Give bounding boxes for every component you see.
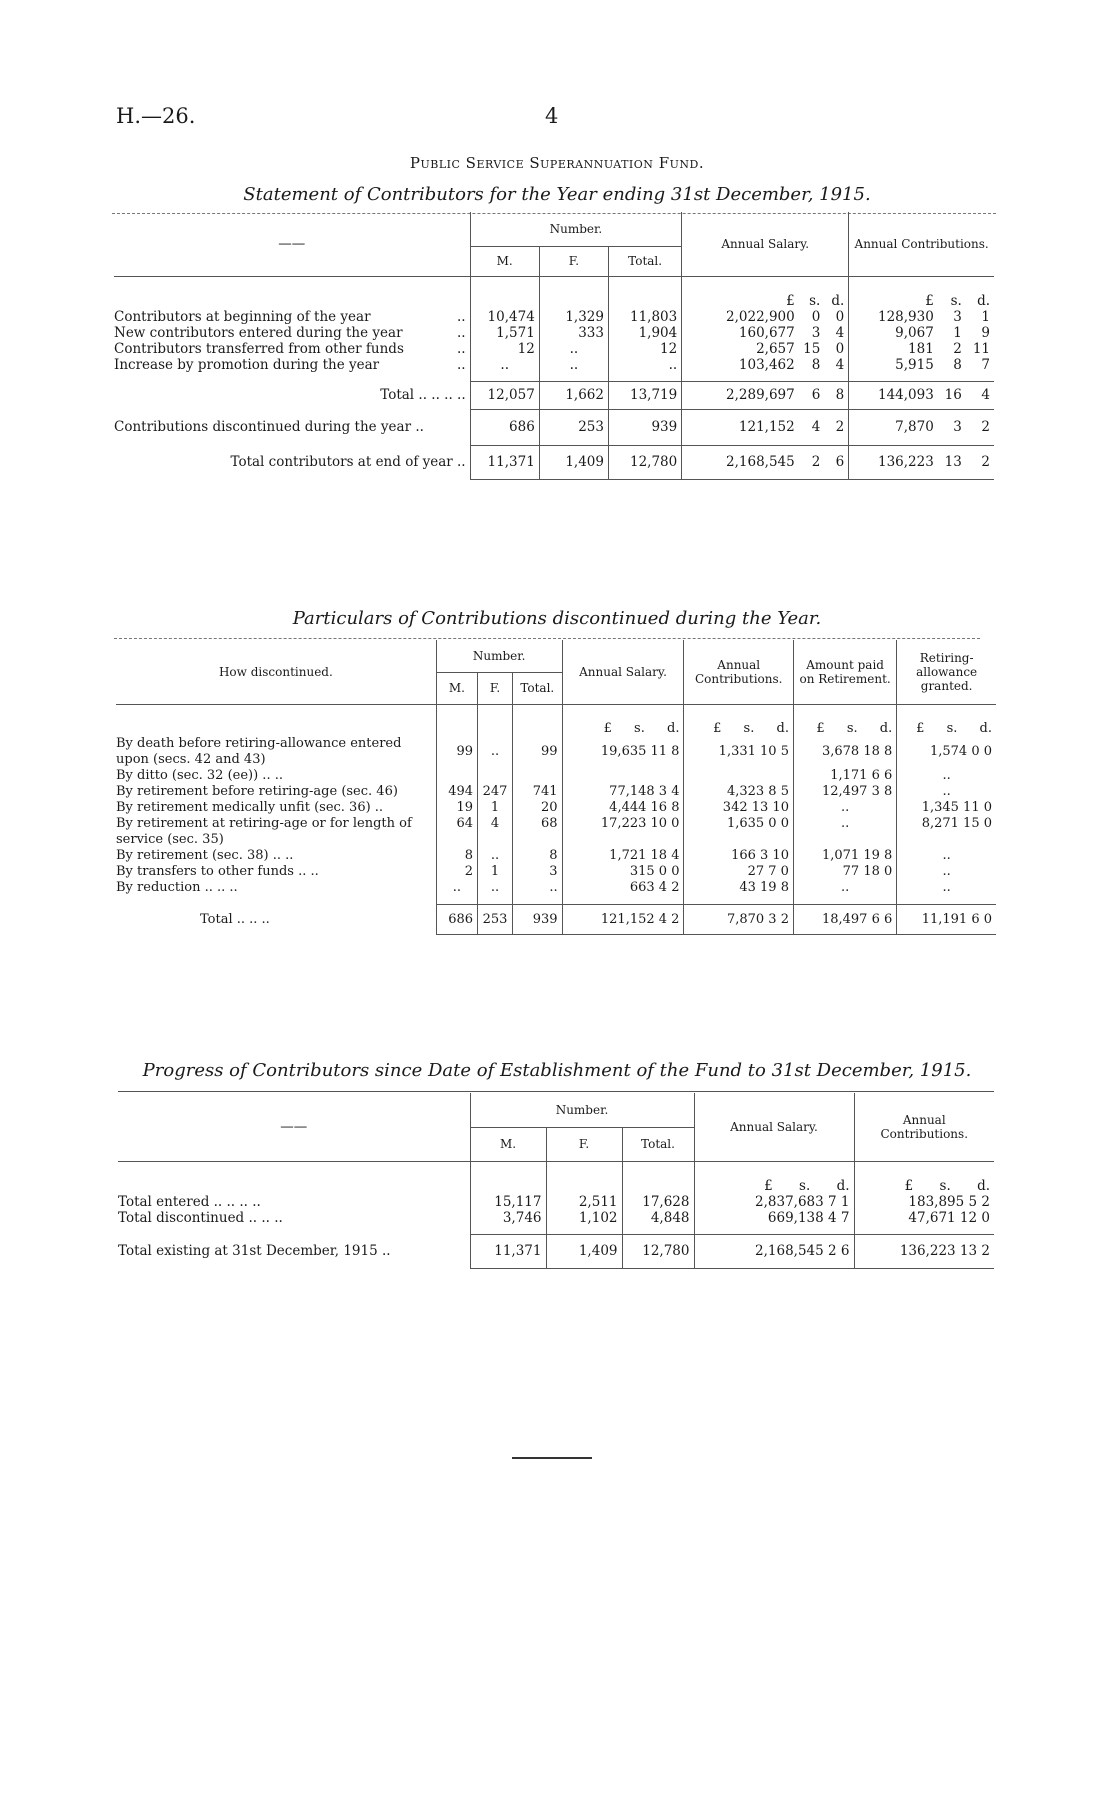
row-label: By ditto (sec. 32 (ee)) .. ..	[116, 767, 283, 783]
document-reference: H.—26.	[116, 104, 196, 128]
row-label: By retirement medically unfit (sec. 36) ..	[116, 799, 384, 815]
discontinued-row: Contributions discontinued during the year .. 686 253 939 121,152 4 2 7,870 3 2	[114, 409, 994, 445]
row-label: By retirement (sec. 38) .. ..	[116, 847, 294, 863]
row-label: Total entered .. .. .. ..	[118, 1193, 261, 1210]
table-row: By death before retiring-allowance entered upon (secs. 42 and 43) 99 .. 99 19,635 11 8 1,331 10 5 3,678 18 8 1,574 0 0	[116, 736, 996, 768]
end-label: Total existing at 31st December, 1915 ..	[118, 1243, 391, 1259]
fund-title: Public Service Superannuation Fund.	[409, 154, 705, 172]
end-of-year-row: Total contributors at end of year .. 11,371 1,409 12,780 2,168,545 2 6 136,223 13 2	[114, 445, 994, 479]
row-label: Total discontinued .. .. ..	[118, 1209, 283, 1226]
table-row: By reduction .. .. .. .. .. .. 663 4 2 43 19 8 .. ..	[116, 880, 996, 896]
total-header: Total.	[513, 672, 563, 704]
end-row: Total existing at 31st December, 1915 .. 11,371 1,409 12,780 2,168,545 2 6 136,223 13 2	[118, 1234, 994, 1268]
row-label: Contributors at beginning of the year	[114, 308, 371, 325]
pence-unit: d.	[966, 276, 994, 309]
shilling-unit: s.	[799, 276, 825, 309]
annual-contributions-header: Annual Contributions.	[854, 1093, 994, 1161]
m-header: M.	[436, 672, 477, 704]
f-header: F.	[546, 1127, 622, 1161]
end-of-year-label: Total contributors at end of year ..	[230, 454, 466, 470]
annual-contributions-header: Annual Contributions.	[684, 640, 794, 704]
blank-header-dash: ——	[278, 235, 306, 252]
retiring-allowance-header: Retiring-allowance granted.	[897, 640, 996, 704]
number-header: Number.	[470, 212, 682, 246]
row-label: By retirement at retiring-age or for length of service (sec. 35)	[116, 815, 412, 847]
pound-unit: £	[849, 276, 938, 309]
page-number: 4	[545, 104, 559, 128]
progress-subtitle: Progress of Contributors since Date of Establishment of the Fund to 31st December, 1915.	[142, 1060, 972, 1081]
table-row: By transfers to other funds .. .. 2 1 3 315 0 0 27 7 0 77 18 0 ..	[116, 864, 996, 880]
how-discontinued-header: How discontinued.	[218, 664, 333, 679]
annual-salary-header: Annual Salary.	[562, 640, 684, 704]
table-row: By ditto (sec. 32 (ee)) .. .. 1,171 6 6 ..	[116, 768, 996, 784]
blank-header-dash: ——	[280, 1118, 308, 1135]
table-row: Increase by promotion during the year .. .. .. .. 103,462 8 4 5,915 8 7	[114, 356, 990, 373]
number-header: Number.	[470, 1093, 694, 1127]
particulars-subtitle: Particulars of Contributions discontinued during the Year.	[292, 608, 822, 629]
table-row: Total discontinued .. .. .. 3,746 1,102 4,848 669,138 4 7 47,671 12 0	[118, 1210, 994, 1226]
total-header: Total.	[608, 246, 681, 276]
total-row: Total .. .. .. .. 12,057 1,662 13,719 2,289,697 6 8 144,093 16 4	[114, 381, 994, 409]
table-row: By retirement medically unfit (sec. 36) .. 19 1 20 4,444 16 8 342 13 10 .. 1,345 11 0	[116, 800, 996, 816]
m-header: M.	[470, 1127, 546, 1161]
shilling-unit: s.	[938, 276, 966, 309]
total-label: Total .. .. .. ..	[380, 387, 466, 403]
table-row: By retirement at retiring-age or for length of service (sec. 35) 64 4 68 17,223 10 0 1,635 0 0 .. 8,271 15 0	[116, 816, 996, 848]
m-header: M.	[470, 246, 539, 276]
row-label: Increase by promotion during the year	[114, 356, 380, 373]
row-label: By reduction .. .. ..	[116, 879, 238, 895]
row-label: By transfers to other funds .. ..	[116, 863, 319, 879]
table-row: Total entered .. .. .. .. 15,117 2,511 17,628 2,837,683 7 1 183,895 5 2	[118, 1194, 994, 1210]
total-row: Total .. .. .. 686 253 939 121,152 4 2 7,870 3 2 18,497 6 6 11,191 6 0	[116, 904, 996, 934]
row-label: By death before retiring-allowance entered upon (secs. 42 and 43)	[116, 735, 402, 767]
row-label: Contributors transferred from other funds	[114, 340, 404, 357]
table-row: By retirement (sec. 38) .. .. 8 .. 8 1,721 18 4 166 3 10 1,071 19 8 ..	[116, 848, 996, 864]
pence-unit: d.	[824, 276, 848, 309]
row-label: By retirement before retiring-age (sec. 46)	[116, 783, 398, 799]
table-row: Contributors at beginning of the year .. 10,474 1,329 11,803 2,022,900 0 0 128,930 3 1	[114, 308, 990, 325]
annual-salary-header: Annual Salary.	[682, 212, 849, 276]
number-header: Number.	[436, 640, 562, 672]
pound-unit: £	[682, 276, 799, 309]
contributors-statement-table	[114, 212, 994, 480]
annual-contributions-header: Annual Contributions.	[849, 212, 994, 276]
table-row: New contributors entered during the year .. 1,571 333 1,904 160,677 3 4 9,067 1 9	[114, 324, 990, 341]
discontinued-label: Contributions discontinued during the year ..	[114, 419, 424, 435]
total-header: Total.	[622, 1127, 694, 1161]
discontinued-particulars-table: How discontinued. Number. Annual Salary. Annual Contributions. Amount paid on Retirement. Retiring-allowance granted. M. F. Total. £ s. d. £ s. d. £ s. d. £ s. d. By death before retiring-allowance entered upon (secs. 42 and 43) 99 .. 99 19,635 11 8 1,331 10 5 3,678 18 8 1,574 0 0 By ditto (sec. 32 (ee)) .. .. 1,171 6 6 .. By retirement before retiring-age (sec. 46) 494 247 741 77,148 3 4 4,323 8 5 12,497 3 8 .. By retirement medically unfit (sec. 36) .. 19 1 20 4,444 16 8 342 13 10 .. 1,345 11 0 By retirement at retiring-age or for length of service (sec. 35) 64 4 68 17,223 10 0 1,635 0 0 .. 8,271 15 0 By retirement (sec. 38) .. .. 8 .. 8 1,721 18 4 166 3 10 1,071 19 8 .. By transfers to other funds .. .. 2 1 3 315 0 0 27 7 0 77 18 0 .. By reduction .. .. .. .. .. .. 663 4 2 43 19 8 .. .. Total .. .. .. 686 253 939 121,152 4 2 7,870 3 2 18,497 6 6 11,191 6 0	[116, 640, 996, 935]
f-header: F.	[539, 246, 608, 276]
table-row: By retirement before retiring-age (sec. 46) 494 247 741 77,148 3 4 4,323 8 5 12,497 3 8 ..	[116, 784, 996, 800]
total-label: Total .. .. ..	[200, 911, 270, 927]
statement-subtitle: Statement of Contributors for the Year ending 31st December, 1915.	[243, 184, 871, 205]
f-header: F.	[478, 672, 513, 704]
progress-table: —— Number. Annual Salary. Annual Contributions. M. F. Total. £ s. d. £ s. d. Total entered .. .. .. .. 15,117 2,511 17,628 2,837,683 7 1 183,895 5 2 Total discontinued .. .. .. 3,746 1,102 4,848 669,138 4 7 47,671 12 0 Total existing at 31st December, 1915 .. 11,371 1,409 12,780 2,168,545 2 6 136,223 13 2	[118, 1093, 994, 1269]
closing-rule	[512, 1457, 592, 1459]
table-row: Contributors transferred from other funds .. 12 .. 12 2,657 15 0 181 2 11	[114, 340, 990, 357]
row-label: New contributors entered during the year	[114, 324, 403, 341]
annual-salary-header: Annual Salary.	[694, 1093, 854, 1161]
amount-paid-header: Amount paid on Retirement.	[793, 640, 896, 704]
